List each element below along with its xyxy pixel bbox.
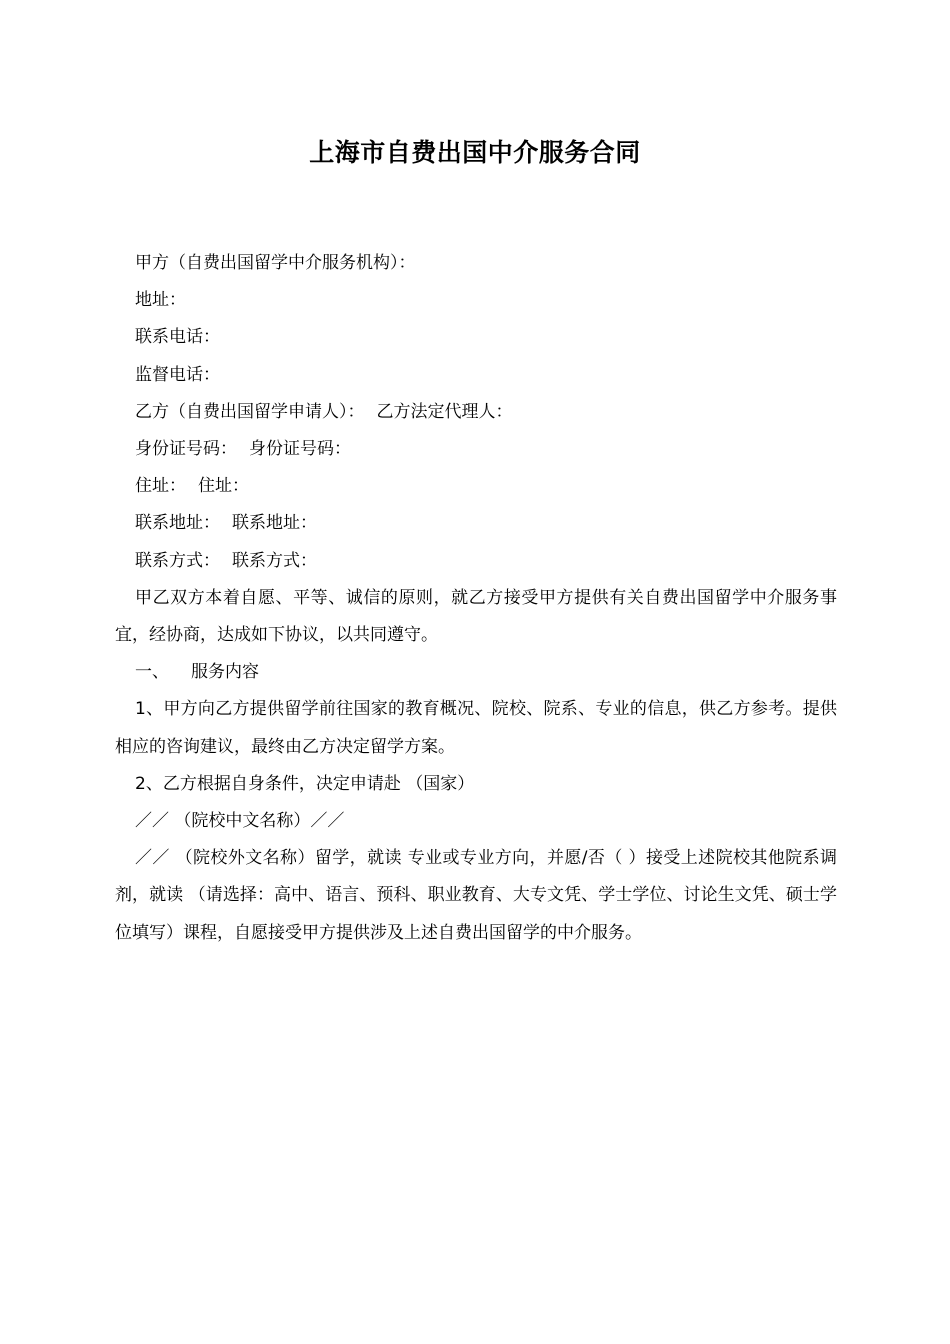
party-a-address: 地址：: [135, 290, 186, 311]
party-a-phone: 联系电话：: [135, 327, 220, 348]
section-number: 一、: [135, 662, 169, 683]
id-number-line: [115, 431, 837, 468]
party-b-line: [115, 394, 837, 431]
residence-line: [115, 468, 837, 505]
school-cn-name-line: ／／ （院校中文名称）／／: [135, 811, 345, 832]
section-title: 服务内容: [191, 662, 259, 683]
contact-method-line: [115, 543, 837, 580]
contact-address-line: [115, 505, 837, 542]
party-b-contact-address: 联系地址：: [135, 513, 220, 534]
party-b-id-number: 身份证号码：: [135, 439, 237, 460]
clause-2-line: 2、乙方根据自身条件，决定申请赴 （国家）: [135, 773, 475, 794]
school-foreign-name-paragraph: ／／ （院校外文名称）留学，就读 专业或专业方向，并愿/否（ ）接受上述院校其他院系调剂，就读 （请选择：高中、语言、预科、职业教育、大专文凭、学士学位、讨论生文凭、硕士学位填写）课程，自愿接受甲方提供涉及上述自费出国留学的中介服务。: [115, 848, 837, 943]
document-body: [115, 245, 837, 952]
preamble-paragraph: 甲乙双方本着自愿、平等、诚信的原则，就乙方接受甲方提供有关自费出国留学中介服务事宜，经协商，达成如下协议，以共同遵守。: [115, 587, 837, 646]
party-b-legal-rep: 乙方法定代理人：: [376, 401, 513, 422]
rep-contact-address: 联系地址：: [232, 513, 317, 534]
rep-contact-method: 联系方式：: [232, 550, 317, 571]
party-b-label: 乙方（自费出国留学申请人）：: [135, 401, 365, 422]
section-one-heading: [115, 654, 837, 691]
party-a-label: 甲方（自费出国留学中介服务机构）：: [135, 253, 416, 273]
rep-residence: 住址：: [198, 476, 249, 497]
document-title: 上海市自费出国中介服务合同: [309, 138, 641, 167]
party-a-supervision-phone: 监督电话：: [135, 364, 220, 385]
party-b-residence: 住址：: [135, 476, 186, 497]
clause-1-paragraph: 1、甲方向乙方提供留学前往国家的教育概况、院校、院系、专业的信息，供乙方参考。提供相应的咨询建议，最终由乙方决定留学方案。: [115, 699, 837, 757]
rep-id-number: 身份证号码：: [249, 439, 351, 460]
party-b-contact-method: 联系方式：: [135, 550, 220, 571]
